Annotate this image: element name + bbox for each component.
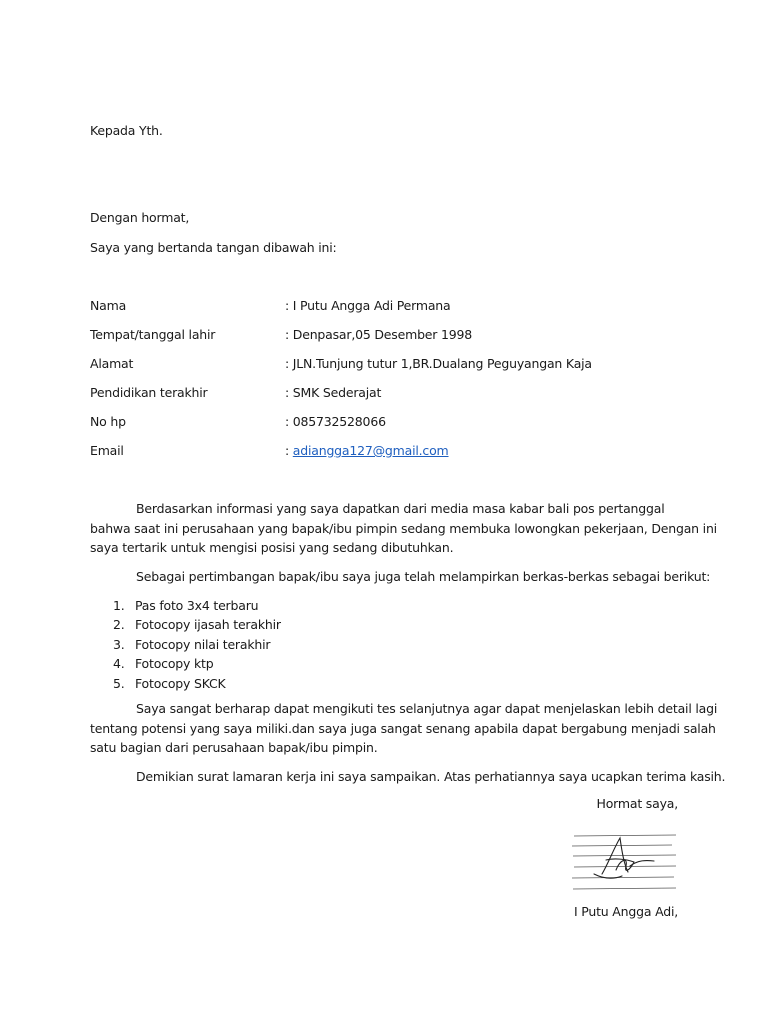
list-number: 1. bbox=[113, 598, 125, 613]
paragraph-line: Berdasarkan informasi yang saya dapatkan dari media masa kabar bali pos pertanggal bbox=[136, 501, 665, 516]
signer-name: I Putu Angga Adi, bbox=[574, 904, 678, 919]
list-text: Fotocopy ijasah terakhir bbox=[135, 617, 281, 633]
field-value-phone: : 085732528066 bbox=[285, 414, 386, 429]
field-label-address: Alamat bbox=[90, 356, 134, 371]
list-text: Fotocopy ktp bbox=[135, 656, 214, 672]
list-number: 4. bbox=[113, 656, 125, 672]
intro-line: Saya yang bertanda tangan dibawah ini: bbox=[90, 240, 337, 255]
list-item bbox=[90, 615, 281, 634]
list-number: 5. bbox=[113, 675, 125, 691]
paragraph-information bbox=[90, 499, 717, 558]
email-colon: : bbox=[285, 443, 293, 458]
paragraph-attachments-intro bbox=[90, 567, 711, 587]
paragraph-hope bbox=[90, 699, 718, 758]
field-label-email: Email bbox=[90, 443, 124, 458]
field-value-birth: : Denpasar,05 Desember 1998 bbox=[285, 327, 473, 342]
list-number: 3. bbox=[113, 636, 125, 652]
paragraph-line: tentang potensi yang saya miliki.dan saya juga sangat senang apabila dapat bergabung menjadi salah bbox=[90, 720, 716, 736]
paragraph-line: satu bagian dari perusahaan bapak/ibu pimpin. bbox=[90, 740, 378, 755]
field-value-education: : SMK Sederajat bbox=[285, 385, 382, 400]
list-item bbox=[90, 654, 281, 673]
closing-salutation: Hormat saya, bbox=[596, 796, 678, 811]
field-value-email bbox=[285, 443, 449, 459]
list-text: Pas foto 3x4 terbaru bbox=[135, 598, 259, 613]
list-number: 2. bbox=[113, 617, 125, 633]
list-text: Fotocopy nilai terakhir bbox=[135, 636, 271, 652]
paragraph-line: bahwa saat ini perusahaan yang bapak/ibu pimpin sedang membuka lowongkan pekerjaan, Dengan ini bbox=[90, 520, 717, 536]
list-item bbox=[90, 674, 281, 693]
attachment-list bbox=[90, 596, 281, 693]
field-label-education: Pendidikan terakhir bbox=[90, 385, 208, 400]
paragraph-line: Sebagai pertimbangan bapak/ibu saya juga telah melampirkan berkas-berkas sebagai berikut: bbox=[136, 569, 711, 584]
signature-image bbox=[572, 830, 680, 896]
list-item bbox=[90, 635, 281, 654]
paragraph-closing bbox=[90, 767, 726, 787]
paragraph-line: Demikian surat lamaran kerja ini saya sampaikan. Atas perhatiannya saya ucapkan terima kasih. bbox=[136, 769, 726, 784]
recipient-line: Kepada Yth. bbox=[90, 123, 163, 138]
field-value-nama: : I Putu Angga Adi Permana bbox=[285, 298, 451, 313]
field-value-address: : JLN.Tunjung tutur 1,BR.Dualang Peguyangan Kaja bbox=[285, 356, 592, 371]
list-item bbox=[90, 596, 281, 615]
field-label-nama: Nama bbox=[90, 298, 127, 313]
greeting-line: Dengan hormat, bbox=[90, 210, 190, 225]
email-link[interactable]: adiangga127@gmail.com bbox=[292, 443, 449, 458]
list-text: Fotocopy SKCK bbox=[135, 675, 226, 691]
paragraph-line: saya tertarik untuk mengisi posisi yang sedang dibutuhkan. bbox=[90, 540, 454, 555]
field-label-birth: Tempat/tanggal lahir bbox=[90, 327, 216, 342]
field-label-phone: No hp bbox=[90, 414, 126, 429]
paragraph-line: Saya sangat berharap dapat mengikuti tes selanjutnya agar dapat menjelaskan lebih detail lagi bbox=[136, 701, 718, 716]
